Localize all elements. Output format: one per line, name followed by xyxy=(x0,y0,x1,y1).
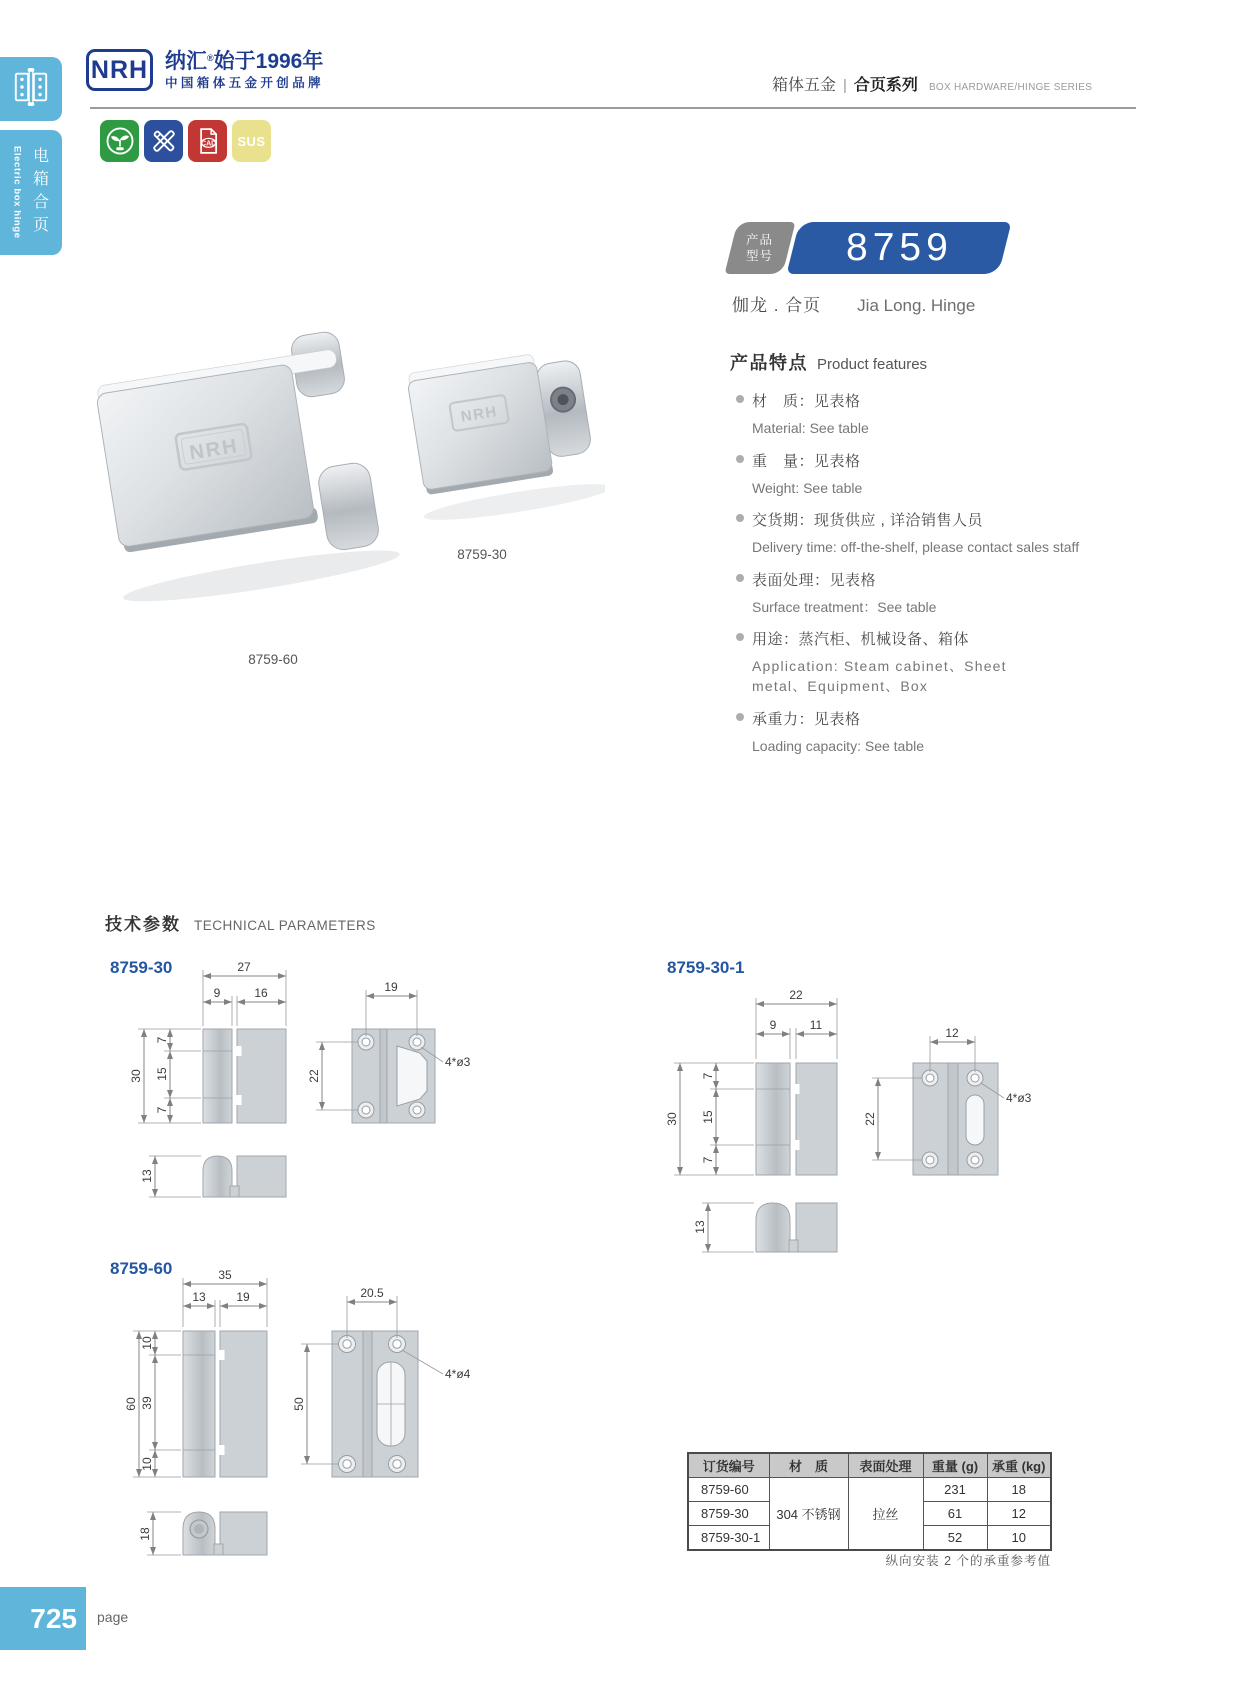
hole-callout: 4*ø3 xyxy=(1006,1091,1032,1105)
model-badge xyxy=(787,222,1012,274)
tech-params-title xyxy=(105,910,376,935)
col-material: 材 质 xyxy=(769,1453,848,1478)
spec-table xyxy=(687,1452,1052,1551)
nrh-logo xyxy=(86,49,153,91)
feature-cn: 用途：蒸汽柜、机械设备、箱体 xyxy=(752,631,970,649)
drawing-code: 8759-30 xyxy=(110,958,173,977)
col-order-no: 订货编号 xyxy=(688,1453,769,1478)
svg-text:13: 13 xyxy=(693,1220,707,1234)
brand-slogan: 纳汇®始于1996年 xyxy=(165,50,324,73)
brand-subtitle: 中国箱体五金开创品牌 xyxy=(165,76,325,90)
drawing-code: 8759-30-1 xyxy=(667,958,745,977)
product-features xyxy=(730,349,1155,767)
svg-text:9: 9 xyxy=(769,1018,777,1032)
header-divider-line xyxy=(90,107,1136,109)
cell-load: 12 xyxy=(987,1502,1051,1526)
feature-cn: 重 量：见表格 xyxy=(752,452,861,470)
product-name-cn: 伽龙 . 合页 xyxy=(732,296,822,315)
series-name-en: BOX HARDWARE/HINGE SERIES xyxy=(928,82,1093,93)
cell-code: 8759-30-1 xyxy=(688,1526,769,1551)
plate-view xyxy=(292,1286,471,1477)
svg-text:19: 19 xyxy=(236,1290,250,1304)
photo-label-left: 8759-60 xyxy=(248,652,298,667)
svg-text:35: 35 xyxy=(218,1268,232,1282)
feature-item xyxy=(730,628,1155,696)
front-view xyxy=(124,1268,267,1477)
section-view xyxy=(138,1512,267,1555)
tech-title-cn: 技术参数 xyxy=(105,915,181,934)
svg-text:22: 22 xyxy=(863,1112,877,1126)
series-divider: | xyxy=(843,77,847,94)
badge-line2: 型号 xyxy=(746,249,774,263)
svg-text:10: 10 xyxy=(140,1336,154,1350)
registered-mark: ® xyxy=(207,53,214,63)
svg-text:30: 30 xyxy=(129,1069,143,1083)
svg-text:16: 16 xyxy=(254,986,268,1000)
bullet-icon xyxy=(736,713,744,721)
svg-text:27: 27 xyxy=(237,960,251,974)
drawing-8759-30-1 xyxy=(660,952,1070,1267)
sidebar-category-tab[interactable] xyxy=(0,57,62,121)
page-number-block xyxy=(0,1587,86,1650)
drawing-code: 8759-60 xyxy=(110,1259,173,1278)
feature-cn: 材 质：见表格 xyxy=(752,393,861,410)
svg-text:50: 50 xyxy=(292,1397,306,1411)
tech-title-en: TECHNICAL PARAMETERS xyxy=(194,918,376,933)
hole-callout: 4*ø3 xyxy=(445,1055,471,1069)
svg-text:10: 10 xyxy=(140,1457,154,1471)
svg-text:15: 15 xyxy=(701,1110,715,1124)
plate-view xyxy=(863,1026,1032,1175)
sidebar-category-label[interactable] xyxy=(0,130,62,255)
bullet-icon xyxy=(736,633,744,641)
design-tools-icon xyxy=(144,120,183,162)
feature-item xyxy=(730,569,1155,618)
model-badge-prefix xyxy=(725,222,796,274)
eco-rohs-icon xyxy=(100,120,139,162)
cad-label: CAD xyxy=(200,140,216,148)
feature-en: Loading capacity: See table xyxy=(752,737,925,754)
section-view xyxy=(140,1156,286,1197)
feature-item xyxy=(730,708,1155,757)
emboss-logo: NRH xyxy=(459,403,499,426)
col-load: 承重 (kg) xyxy=(987,1453,1051,1478)
bullet-icon xyxy=(736,514,744,522)
cell-surface: 拉丝 xyxy=(848,1478,923,1551)
cad-file-icon xyxy=(188,120,227,162)
features-title-en: Product features xyxy=(817,356,928,373)
section-view xyxy=(693,1203,837,1252)
svg-text:60: 60 xyxy=(124,1397,138,1411)
feature-item xyxy=(730,509,1155,558)
category-label-en: Electric box hinge xyxy=(11,146,23,239)
svg-text:19: 19 xyxy=(384,980,398,994)
feature-cn: 表面处理：见表格 xyxy=(752,571,877,589)
plate-view xyxy=(307,980,471,1123)
model-number: 8759 xyxy=(845,226,953,269)
feature-en: Surface treatment：See table xyxy=(752,598,937,615)
hinge-photo-8759-30 xyxy=(401,345,605,527)
col-weight: 重量 (g) xyxy=(923,1453,987,1478)
svg-text:39: 39 xyxy=(140,1396,154,1410)
feature-item xyxy=(730,450,1155,499)
svg-text:13: 13 xyxy=(140,1169,154,1183)
cell-weight: 52 xyxy=(923,1526,987,1551)
table-note: 纵向安装 2 个的承重参考值 xyxy=(885,1554,1051,1568)
badge-line1: 产品 xyxy=(746,232,774,247)
svg-text:22: 22 xyxy=(789,988,803,1002)
feature-en: Weight: See table xyxy=(752,479,863,496)
svg-text:7: 7 xyxy=(155,1036,169,1044)
cell-load: 10 xyxy=(987,1526,1051,1551)
table-header-row xyxy=(688,1453,1051,1478)
cell-weight: 61 xyxy=(923,1502,987,1526)
cell-material: 304 不锈钢 xyxy=(769,1478,848,1551)
photo-label-right: 8759-30 xyxy=(457,547,507,562)
category-label-cn: 电箱合页 xyxy=(30,146,48,239)
feature-item xyxy=(730,390,1155,439)
svg-text:20.5: 20.5 xyxy=(360,1286,384,1300)
svg-text:12: 12 xyxy=(945,1026,959,1040)
bullet-icon xyxy=(736,574,744,582)
svg-text:15: 15 xyxy=(155,1067,169,1081)
cell-load: 18 xyxy=(987,1478,1051,1502)
hinge-icon xyxy=(12,66,50,113)
drawing-8759-30 xyxy=(100,952,490,1202)
emboss-logo: NRH xyxy=(187,435,241,465)
page-number: 725 xyxy=(30,1602,77,1634)
sus-label: SUS xyxy=(237,133,266,149)
brand-block xyxy=(165,51,324,90)
product-name xyxy=(732,291,975,316)
bullet-icon xyxy=(736,455,744,463)
product-name-en: Jia Long. Hinge xyxy=(857,296,976,315)
series-category: 箱体五金 xyxy=(772,77,837,94)
page-label: page xyxy=(97,1609,129,1625)
svg-text:7: 7 xyxy=(155,1106,169,1114)
svg-text:30: 30 xyxy=(665,1112,679,1126)
table-row xyxy=(688,1478,1051,1502)
hole-callout: 4*ø4 xyxy=(445,1367,471,1381)
cell-code: 8759-60 xyxy=(688,1478,769,1502)
front-view xyxy=(129,960,286,1123)
nrh-logo-text: NRH xyxy=(90,55,149,84)
feature-en: Delivery time: off-the-shelf, please contact sales staff xyxy=(752,539,1080,556)
series-header xyxy=(772,72,1092,95)
svg-text:7: 7 xyxy=(701,1072,715,1080)
hinge-photo-8759-60 xyxy=(87,326,402,611)
sus-icon xyxy=(232,120,271,162)
svg-text:11: 11 xyxy=(809,1018,823,1032)
bullet-icon xyxy=(736,395,744,403)
certification-icons xyxy=(100,120,271,162)
drawing-8759-60 xyxy=(105,1258,535,1560)
col-surface: 表面处理 xyxy=(848,1453,923,1478)
svg-text:22: 22 xyxy=(307,1069,321,1083)
features-title-cn: 产品特点 xyxy=(730,353,808,373)
svg-text:13: 13 xyxy=(192,1290,206,1304)
feature-en: Application: Steam cabinet、Sheet metal、Equipment、Box xyxy=(752,658,1007,694)
feature-en: Material: See table xyxy=(752,420,869,436)
series-name: 合页系列 xyxy=(853,77,918,94)
feature-cn: 承重力：见表格 xyxy=(752,710,861,728)
features-title xyxy=(730,349,1155,375)
front-view xyxy=(665,988,837,1175)
product-photos xyxy=(85,298,605,670)
cell-weight: 231 xyxy=(923,1478,987,1502)
svg-text:9: 9 xyxy=(213,986,221,1000)
svg-text:7: 7 xyxy=(701,1156,715,1164)
feature-cn: 交货期：现货供应 , 详洽销售人员 xyxy=(752,512,984,530)
svg-text:18: 18 xyxy=(138,1527,152,1541)
cell-code: 8759-30 xyxy=(688,1502,769,1526)
